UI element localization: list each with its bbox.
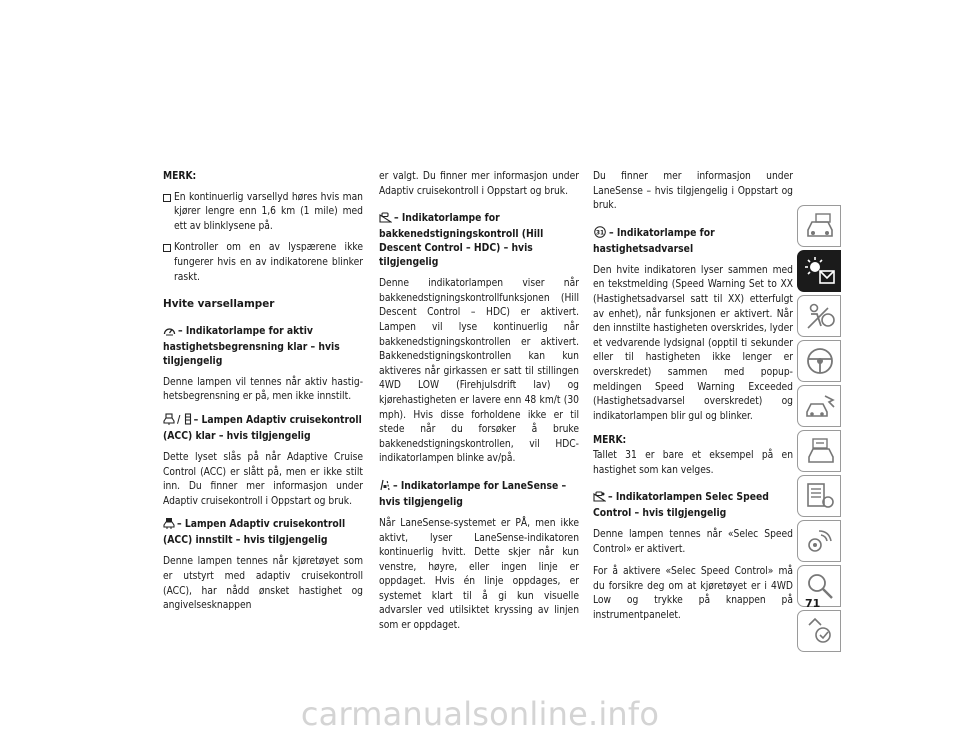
selec-speed-icon (593, 491, 606, 506)
hill-descent-icon (379, 212, 392, 227)
paragraph: Denne lampen tennes når kjøretøyet som er utstyrt med adaptiv cruisekontroll (ACC), har nådd ønsket hastighet og angivelsesknappen (163, 556, 363, 612)
tab-servicing[interactable] (797, 430, 841, 472)
tab-emergency[interactable] (797, 385, 841, 427)
paragraph: Når LaneSense-systemet er PÅ, men ikke aktivt, lyser LaneSense-indikatoren kontinuerlig hvitt. Dette skjer når kun venstre, høyre, eller ingen linje er oppdaget. Hvis én linje oppdages, er systemet klart til å gi kun visuelle advarsler ved utilsiktet kryssing av linjen som er oppdaget. (379, 517, 579, 632)
chapter-tabs (797, 205, 841, 655)
lanesense-icon (379, 479, 391, 495)
tab-index[interactable] (797, 610, 841, 652)
note-text: Tallet 31 er bare et eksempel på en hastighet som kan velges. (593, 449, 793, 476)
paragraph: Den hvite indikatoren lyser sammen med en tekstmelding (Speed Warning Set to XX (Hastighetsadvarsel satt til XX) etterfulgt av enhet), når funksjonen er aktivert. Når den innstilte hastigheten overskrides, lyder et vedvarende lydsignal (opptil ti sekunder eller til hastigheten ikke lenger er overskredet) sammen med popup-meldingen Speed Warning Exceeded (Hastighetsadvarsel overskredet) og indikatorlampen blir gul og blinker. (593, 264, 793, 422)
svg-text:31: 31 (595, 229, 605, 237)
bullet-item: Kontroller om en av lyspærene ikke fungerer hvis en av indikatorene blinker raskt. (163, 241, 363, 285)
paragraph: For å aktivere «Selec Speed Control» må du forsikre deg om at kjøretøyet er i 4WD Low og trykke på knappen på instrumentpanelet. (593, 566, 793, 622)
speed-warning-icon (593, 226, 607, 242)
specs-icon (803, 480, 837, 512)
airbag-icon (803, 300, 837, 332)
acc-set-icon (163, 517, 175, 533)
heading-lanesense: – Indikatorlampe for LaneSense – hvis tilgjengelig (379, 479, 567, 508)
speed-limiter-icon (163, 325, 176, 340)
acc-ready-icon (163, 413, 175, 429)
bullet-square-icon (163, 244, 171, 252)
watermark-text: carmanualsonline.info (300, 695, 660, 733)
column-3 (593, 170, 793, 632)
heading-acc-ready: / – Lampen Adaptiv cruisekontroll (ACC) klar – hvis tilgjengelig (163, 413, 362, 442)
paragraph: Du finner mer informasjon under LaneSense – hvis tilgjengelig i Oppstart og bruk. (593, 171, 793, 212)
warning-light-icon (803, 255, 837, 287)
bullet-square-icon (163, 194, 171, 202)
heading-selec-speed: – Indikatorlampen Selec Speed Control – hvis tilgjengelig (593, 491, 769, 520)
section-title: Hvite varsellamper (163, 298, 275, 311)
heading-hill-descent: – Indikatorlampe for bakkenedstigningskontroll (Hill Descent Control – HDC) – hvis tilgjengelig (379, 212, 544, 269)
multimedia-icon (803, 525, 837, 557)
heading-acc-set: – Lampen Adaptiv cruisekontroll (ACC) innstilt – hvis tilgjengelig (163, 518, 346, 547)
note-label: MERK: (163, 171, 197, 182)
tab-car-dashboard[interactable] (797, 205, 841, 247)
car-dashboard-icon (803, 210, 837, 242)
heading-speed-limiter: – Indikatorlampe for aktiv hastighetsbegrensning klar – hvis tilgjengelig (163, 324, 340, 367)
note-label: MERK: (593, 435, 627, 447)
steering-wheel-icon (803, 345, 837, 377)
note-block (593, 434, 793, 478)
note-bullets (163, 191, 363, 286)
service-icon (803, 435, 837, 467)
tab-warning-lights[interactable] (797, 250, 841, 292)
paragraph: Denne indikatorlampen viser når bakkenedstigningskontrollfunksjonen (Hill Descent Control – HDC) er aktivert. Lampen vil lyse kontinuerlig når bakkenedstigningskontrollen er aktivert. Bakkenedstigningskontrollen kan kun aktiveres når girkassen er satt til stillingen 4WD LOW (Firehjulsdrift lav) og kjørehastigheten er lavere enn 48 km/t (30 mph). Hvis disse forholdene ikke er til stede når du forsøker å bruke bakkenedstigningskontrollen, vil HDC-indikatorlampen blinke av/på. (379, 278, 579, 465)
column-2 (379, 170, 579, 642)
tab-multimedia[interactable] (797, 520, 841, 562)
index-icon (803, 615, 837, 647)
column-1 (163, 170, 363, 622)
paragraph: er valgt. Du finner mer informasjon under Adaptiv cruisekontroll i Oppstart og bruk. (379, 171, 579, 197)
bullet-item: En kontinuerlig varsellyd høres hvis man kjører lengre enn 1,6 km (1 mile) med ett av blinklysene på. (163, 191, 363, 235)
paragraph: Dette lyset slås på når Adaptive Cruise Control (ACC) er slått på, men er ikke stilt inn. Du finner mer informasjon under Adaptiv cruisekontroll i Oppstart og bruk. (163, 451, 363, 507)
heading-speed-warning: 31 – Indikatorlampe for hastighetsadvarsel (593, 226, 715, 255)
tab-specifications[interactable] (797, 475, 841, 517)
acc-ready-alt-icon (184, 413, 192, 429)
paragraph: Denne lampen tennes når «Selec Speed Control» er aktivert. (593, 529, 793, 555)
paragraph: Denne lampen vil tennes når aktiv hastighetsbegrensning er på, men ikke innstilt. (163, 376, 363, 403)
page-number: 71 (805, 597, 821, 610)
crash-icon (803, 390, 837, 422)
tab-safety[interactable] (797, 295, 841, 337)
tab-starting-operating[interactable] (797, 340, 841, 382)
